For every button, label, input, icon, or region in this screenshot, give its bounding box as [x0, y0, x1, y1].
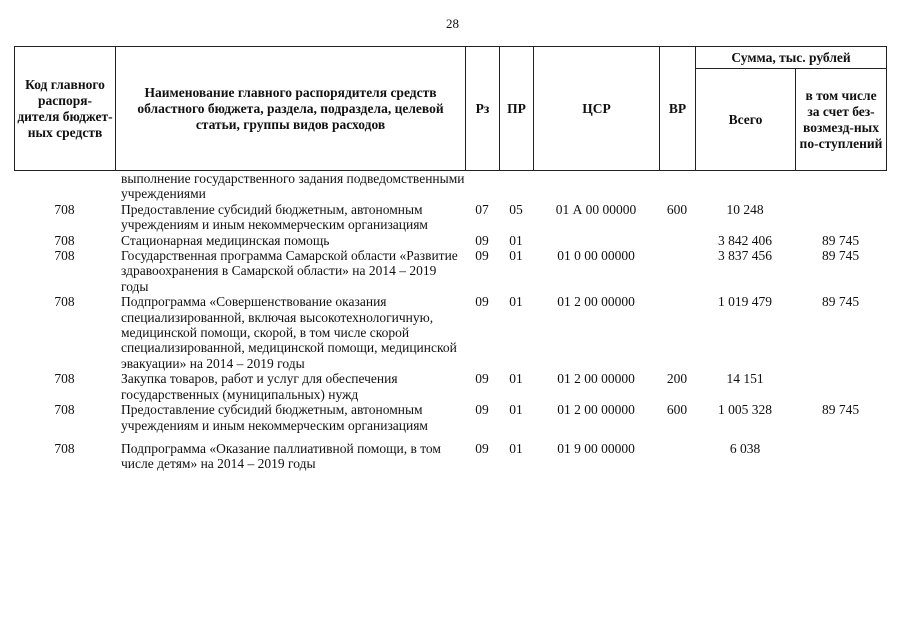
page-number: 28: [446, 16, 459, 31]
table-row: [14, 402, 886, 433]
vr-cell: 200: [666, 371, 688, 387]
pr-cell: 01: [509, 232, 523, 248]
pr-cell: 01: [509, 402, 523, 418]
name-cell: выполнение государственного задания подведомственными учреждениями: [121, 171, 465, 202]
code-cell: 708: [54, 294, 75, 310]
free-cell: 89 745: [821, 248, 860, 264]
pr-cell: 01: [509, 371, 523, 387]
rz-cell: 09: [475, 232, 489, 248]
table-body: [14, 171, 886, 472]
csr-cell: 01 9 00 00000: [557, 440, 635, 456]
vr-cell: 600: [666, 201, 688, 217]
name-cell: Предоставление субсидий бюджетным, автономным учреждениям и иным некоммерческим организациям: [121, 201, 428, 233]
code-cell: 708: [54, 371, 75, 387]
total-cell: 14 151: [726, 371, 764, 387]
total-cell: 3 837 456: [718, 248, 772, 264]
header-name: Наименование главного распорядителя средств областного бюджета, раздела, подраздела, целевой статьи, группы видов расходов: [116, 47, 466, 171]
header-free: в том числе за счет без-возмезд-ных по-ступлений: [796, 69, 887, 171]
header-vr: ВР: [660, 47, 696, 171]
total-cell: 6 038: [729, 440, 761, 456]
csr-cell: 01 2 00 00000: [557, 402, 635, 418]
table-header: [14, 46, 887, 171]
name-cell: Подпрограмма «Совершенствование оказания специализированной, включая высокотехнологичную, медицинской помощи, скорой, в том числе скорой специализированной, медицинской помощи, медицинской эвакуации» на 2014 – 2019 годы: [121, 294, 457, 371]
free-cell: 89 745: [821, 294, 860, 310]
table-row: [14, 233, 886, 248]
table-row: [14, 441, 886, 472]
code-cell: 708: [54, 402, 75, 418]
code-cell: 708: [54, 201, 75, 217]
csr-cell: 01 0 00 00000: [557, 248, 635, 264]
header-sum: Сумма, тыс. рублей: [696, 47, 887, 69]
rz-cell: 09: [475, 248, 489, 264]
header-code: Код главного распоря-дителя бюджет-ных средств: [15, 47, 116, 171]
name-cell: Стационарная медицинская помощь: [121, 232, 330, 248]
code-cell: 708: [54, 440, 75, 456]
csr-cell: 01 2 00 00000: [557, 371, 635, 387]
rz-cell: 09: [475, 440, 489, 456]
total-cell: 1 005 328: [718, 402, 772, 418]
name-cell: Закупка товаров, работ и услуг для обеспечения государственных (муниципальных) нужд: [121, 371, 398, 402]
header-rz: Рз: [466, 47, 500, 171]
pr-cell: 01: [509, 248, 523, 264]
table-row: [14, 248, 886, 294]
total-cell: 3 842 406: [718, 232, 772, 248]
rz-cell: 09: [475, 371, 489, 387]
free-cell: 89 745: [821, 232, 860, 248]
header-csr: ЦСР: [534, 47, 660, 171]
table-row: [14, 171, 886, 202]
free-cell: 89 745: [821, 402, 860, 418]
table-row: [14, 202, 886, 233]
name-cell: Подпрограмма «Оказание паллиативной помощи, в том числе детям» на 2014 – 2019 годы: [121, 440, 441, 472]
rz-cell: 09: [475, 294, 489, 310]
table-row: [14, 294, 886, 371]
pr-cell: 01: [509, 440, 523, 456]
name-cell: Предоставление субсидий бюджетным, автономным учреждениям и иным некоммерческим организациям: [121, 402, 428, 433]
table-row: [14, 371, 886, 402]
csr-cell: 01 А 00 00000: [555, 201, 637, 217]
header-total: Всего: [696, 69, 796, 171]
pr-cell: 05: [509, 201, 523, 217]
header-pr: ПР: [500, 47, 534, 171]
code-cell: 708: [54, 248, 75, 264]
name-cell: Государственная программа Самарской области «Развитие здравоохранения в Самарской области» на 2014 – 2019 годы: [121, 248, 458, 294]
total-cell: 10 248: [726, 201, 764, 217]
code-cell: 708: [54, 232, 75, 248]
pr-cell: 01: [509, 294, 523, 310]
rz-cell: 09: [475, 402, 489, 418]
total-cell: 1 019 479: [718, 294, 772, 310]
vr-cell: 600: [666, 402, 688, 418]
rz-cell: 07: [475, 201, 489, 217]
csr-cell: 01 2 00 00000: [557, 294, 635, 310]
